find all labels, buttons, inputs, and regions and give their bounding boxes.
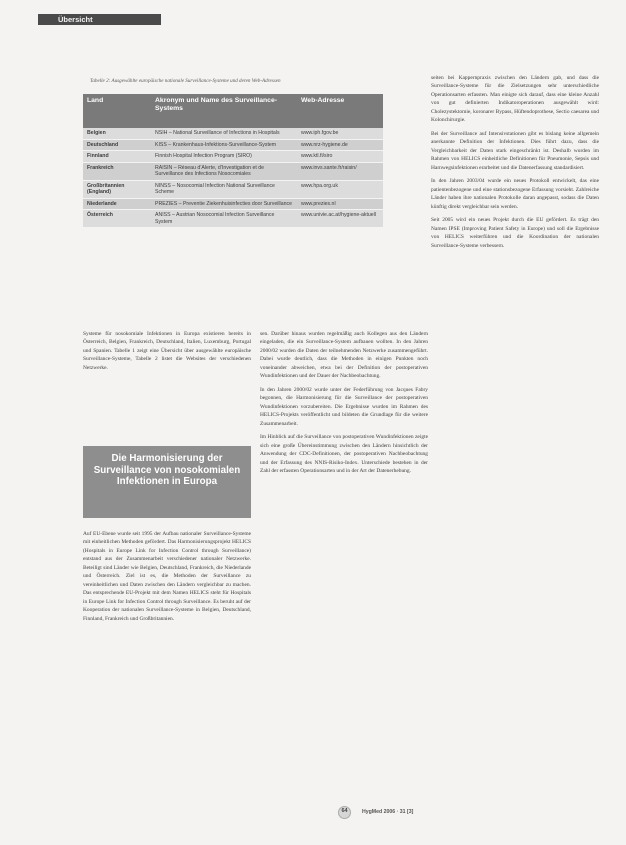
table-row — [83, 162, 383, 180]
paragraph: Auf EU-Ebene wurde seit 1995 der Aufbau nationaler Surveillance-Systeme mit einheitlichen Methoden gefördert. Das Harmonisierungsprojekt HELICS (Hospitals in Europe Link for Infection Control through Surveillance) entstand aus der Zusammenarbeit verschiedener nationaler Netzwerke. Beteiligt sind Länder wie Belgien, Deutschland, Frankreich, die Niederlande und Österreich. Ziel ist es, die Methoden der Surveillance zu vereinheitlichen und Daten zwischen den Ländern vergleichbar zu machen. Das entsprechende EU-Projekt mit dem Namen HELICS steht für Hospitals in Europe Link for Infection Control through Surveillance. Es beruht auf der Kooperation der nationalen Surveillance-Systeme in Belgien, Deutschland, Finnland, Frankreich und Großbritannien. — [83, 531, 251, 622]
country-cell: Deutschland — [83, 139, 151, 151]
paragraph: In den Jahren 2000/02 wurde unter der Federführung von Jacques Fabry begonnen, die Harmonisierung für die Surveillance der postoperativen Wundinfektionen vorzubereiten. Die Ergebnisse wurden im Rahmen des HELICS-Projekts veröffentlicht und bildeten die Grundlage für die weitere Zusammenarbeit. — [260, 386, 428, 427]
paragraph: Im Hinblick auf die Surveillance von postoperativen Wundinfektionen zeigte sich eine große Übereinstimmung zwischen den Ländern hinsichtlich der Anwendung der CDC-Definitionen, der postoperativen Nachbeobachtung und der Erfassung des NNIS-Risiko-Index. Unterschiede bestehen in der Zahl der erfassten Operationsarten und in der Art der Datenerhebung. — [260, 434, 428, 475]
paragraph: Bei der Surveillance auf Intensivstationen gibt es bislang keine allgemein anerkannte Definition der Infektionen. Dies führt dazu, dass die Vergleichbarkeit der Daten stark eingeschränkt ist. Deshalb wurden im Rahmen von HELICS einheitliche Definitionen für Pneumonie, Sepsis und Harnwegsinfektionen erarbeitet und die Datenerfassung standardisiert. — [431, 130, 599, 171]
column-2-body — [260, 330, 428, 481]
table-row — [83, 139, 383, 151]
system-cell: RAISIN – Réseau d’Alerte, d’Investigation et de Surveillance des Infections Nosocomiales — [151, 162, 297, 180]
journal-footer: HygMed 2006 · 31 [3] — [362, 809, 414, 815]
web-cell: www.prezies.nl — [297, 198, 383, 210]
table-row — [83, 180, 383, 198]
country-cell: Frankreich — [83, 162, 151, 180]
country-cell: Großbritannien (England) — [83, 180, 151, 198]
country-cell: Österreich — [83, 210, 151, 228]
section-label: Übersicht — [58, 15, 93, 24]
column-1-intro — [83, 330, 251, 377]
paragraph: Systeme für nosokomiale Infektionen in Europa existieren bereits in Österreich, Belgien, Frankreich, Deutschland, Italien, Luxemburg, Portugal und Spanien. Tabelle 1 zeigt eine Übersicht über ausgewählte europäische Surveillance-Systeme, Tabelle 2 listet die Websites der verschiedenen Netzwerke. — [83, 331, 251, 371]
paragraph: seiten bei Kappernpraxis zwischen den Ländern gab, und dass die Surveillance-Systeme für die Zielsetzungen sehr unterschiedliche Operationsarten erfassten. Man einigte sich darauf, dass eine kleine Anzahl von gut definierten Indikatoroperationen ausgewählt wird: Cholezystektomie, koronarer Bypass, Hüftendoprothese, Sectio caesarea und Kolonchirurgie. — [431, 75, 599, 124]
table-row — [83, 198, 383, 210]
page-number: 64 — [341, 808, 348, 814]
surveillance-table — [83, 94, 383, 228]
system-cell: NSIH – National Surveillance of Infections in Hospitals — [151, 128, 297, 139]
web-cell: www.invs.sante.fr/raisin/ — [297, 162, 383, 180]
column-header-web: Web-Adresse — [297, 94, 383, 128]
country-cell: Belgien — [83, 128, 151, 139]
paragraph: Seit 2005 wird ein neues Projekt durch die EU gefördert. Es trägt den Namen IPSE (Improving Patient Safety in Europe) und soll die Ergebnisse von HELICS weiterführen und die Koordination der nationalen Surveillance-Systeme verbessern. — [431, 217, 599, 249]
table-row — [83, 128, 383, 139]
web-cell: www.univie.ac.at/hygiene-aktuell — [297, 210, 383, 228]
page-number-badge — [338, 806, 351, 819]
country-cell: Niederlande — [83, 198, 151, 210]
paragraph: sen. Darüber hinaus wurden regelmäßig auch Kollegen aus den Ländern eingeladen, die ein Surveillance-System aufbauen wollten. In den Jahren 2000/02 wurden die Daten der teilnehmenden Netzwerke zusammengeführt. Dabei wurde deutlich, dass die Methoden in einigen Punkten noch voneinander abweichen, etwa bei der Definition der postoperativen Wundinfektionen und der Dauer der Nachbeobachtung. — [260, 331, 428, 380]
web-cell: www.iph.fgov.be — [297, 128, 383, 139]
system-cell: KISS – Krankenhaus-Infektions-Surveillance-System — [151, 139, 297, 151]
headline-box — [83, 446, 251, 518]
table-row — [83, 151, 383, 163]
web-cell: www.nrz-hygiene.de — [297, 139, 383, 151]
web-cell: www.hpa.org.uk — [297, 180, 383, 198]
web-cell: www.ktl.fi/siro — [297, 151, 383, 163]
section-headline: Die Harmonisierung der Surveillance von nosokomialen Infektionen in Europa — [93, 453, 241, 487]
table-row — [83, 210, 383, 228]
system-cell: NINSS – Nosocomial Infection National Surveillance Scheme — [151, 180, 297, 198]
table-caption: Tabelle 2: Ausgewählte europäische nationale Surveillance-Systeme und deren Web-Adressen — [90, 78, 281, 84]
table-header-row — [83, 94, 383, 128]
paragraph: In den Jahren 2003/04 wurde ein neues Protokoll entwickelt, das eine patientenbezogene und eine stationsbezogene Erfassung vorsieht. Zahlreiche Länder haben ihre nationalen Protokolle daran angepasst, sodass die Daten künftig direkt vergleichbar sein werden. — [431, 178, 599, 210]
section-header-bar — [38, 14, 161, 25]
column-header-country: Land — [83, 94, 151, 128]
system-cell: PREZIES – Preventie Ziekenhuisinfecties door Surveillance — [151, 198, 297, 210]
country-cell: Finnland — [83, 151, 151, 163]
column-1-body — [83, 530, 251, 628]
system-cell: Finnish Hospital Infection Program (SIRO) — [151, 151, 297, 163]
column-3-body — [431, 74, 599, 255]
column-header-system: Akronym und Name des Surveillance-Systems — [151, 94, 297, 128]
system-cell: ANISS – Austrian Nosocomial Infection Surveillance System — [151, 210, 297, 228]
